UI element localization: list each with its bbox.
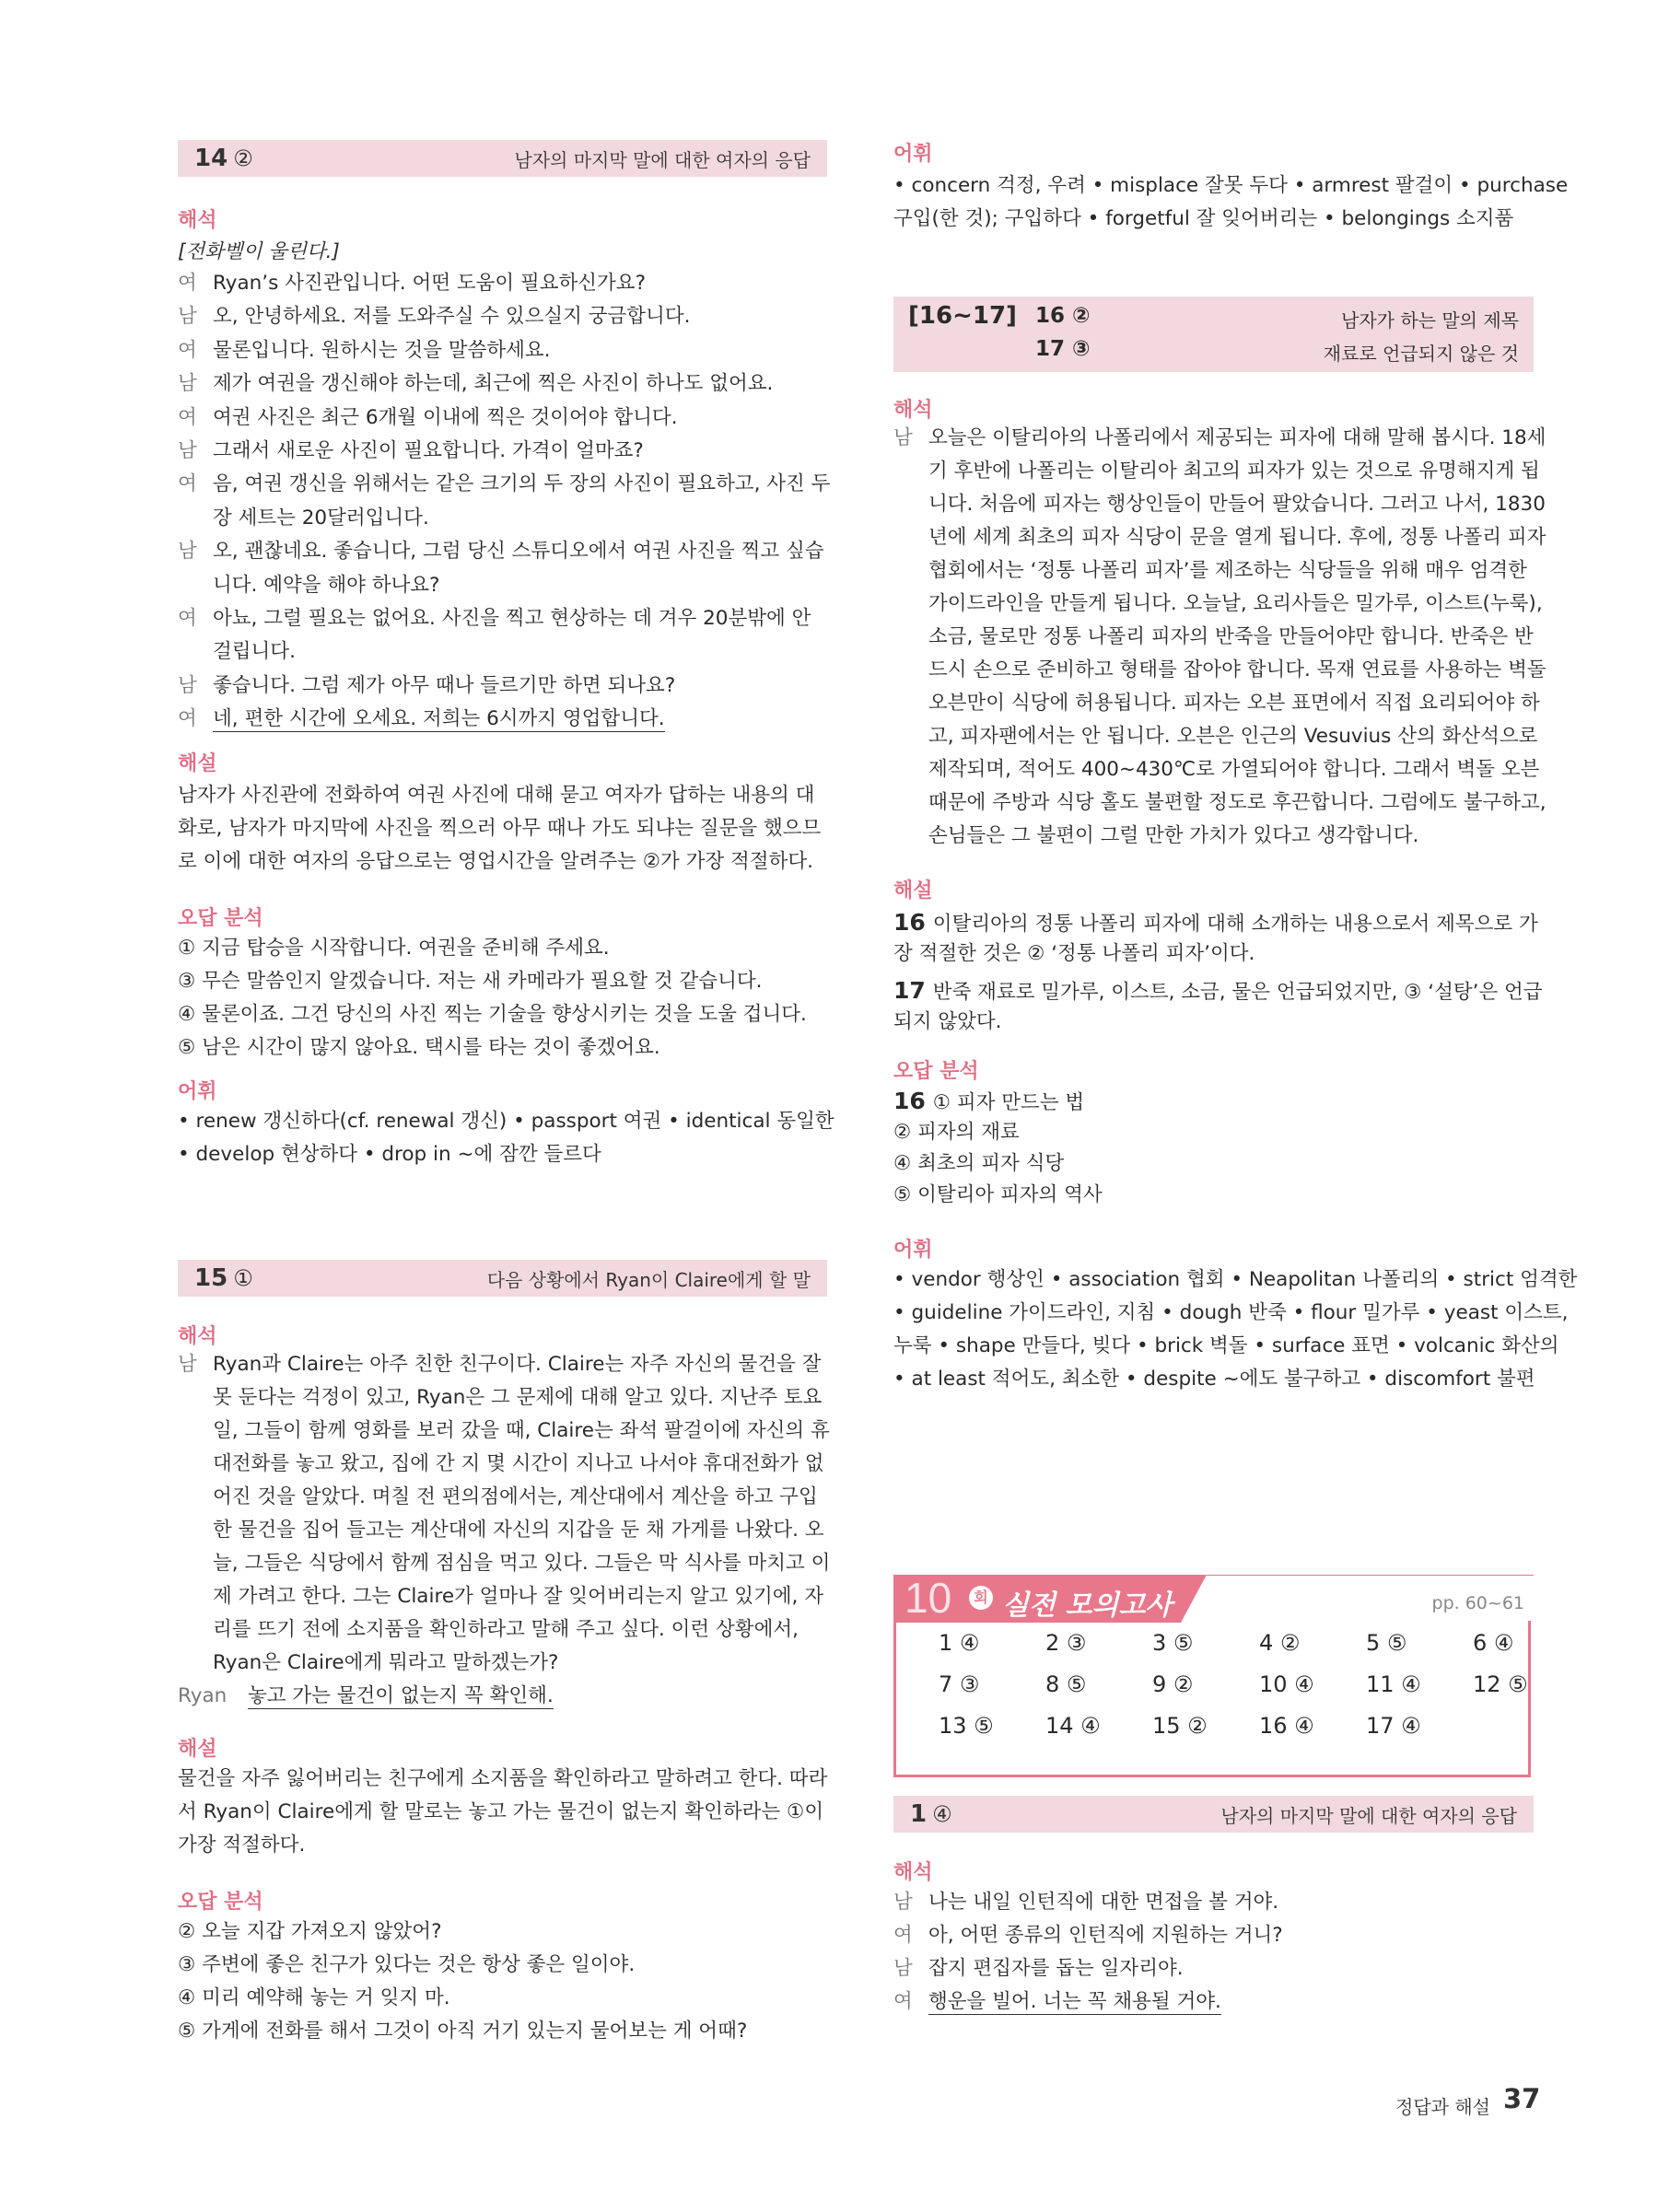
exam10-title: 실전 모의고사 (1002, 1589, 1173, 1622)
q16-17-header (893, 297, 1534, 372)
exam10-answer: 4 ② (1259, 1630, 1301, 1656)
exam10-answer: 2 ③ (1045, 1630, 1087, 1656)
exam10-answer: 8 ⑤ (1045, 1671, 1087, 1697)
q16-17-vocab-line: • guideline 가이드라인, 지침 • dough 반죽 • flour 밀가루 • yeast 이스트, (893, 1301, 1569, 1324)
q17-title: 재료로 언급되지 않은 것 (1323, 343, 1519, 365)
q14-dialogue-line: 음, 여권 갱신을 위해서는 같은 크기의 두 장의 사진이 필요하고, 사진 두 (213, 472, 831, 496)
footer-label: 정답과 해설 (1395, 2096, 1490, 2118)
q15-narration-line: 제 가려고 한다. 그는 Claire가 얼마나 잘 잊어버리는지 알고 있기에, 자 (213, 1585, 823, 1608)
q15-explain-label: 해설 (178, 1738, 217, 1761)
q15-narration-line: 어진 것을 알았다. 며칠 전 편의점에서는, 계산대에서 계산을 하고 구입 (213, 1485, 818, 1508)
q14-explain-line: 남자가 사진관에 전화하여 여권 사진에 대해 묻고 여자가 답하는 내용의 대 (178, 784, 815, 807)
q14-script-label: 해석 (178, 209, 217, 232)
q14-wrong-label: 오답 분석 (178, 907, 263, 930)
q14-dialogue-line: 오, 안녕하세요. 저를 도와주실 수 있으실지 궁금합니다. (213, 305, 691, 329)
q14-explain-line: 화로, 남자가 마지막에 사진을 찍으러 아무 때나 가도 되냐는 질문을 했으므 (178, 817, 822, 840)
q1-dialogue-speaker: 남 (893, 1891, 913, 1914)
q15-script-label: 해석 (178, 1325, 217, 1348)
q16-17-script-line: 니다. 처음에 피자는 행상인들이 만들어 팔았습니다. 그러고 나서, 1830 (928, 493, 1546, 516)
q14-dialogue-line: 니다. 예약을 해야 하나요? (213, 573, 440, 597)
q15-narration-line: 리를 뜨기 전에 소지품을 확인하라고 말해 주고 싶다. 이런 상황에서, (213, 1618, 799, 1641)
q1-number: 1 ④ (910, 1800, 952, 1828)
q16-17-vocab-line: • vendor 행상인 • association 협회 • Neapolitan 나폴리의 • strict 엄격한 (893, 1268, 1578, 1291)
q16-17-script-line: 고, 피자팬에서는 안 됩니다. 오븐은 인근의 Vesuvius 산의 화산석으로 (928, 725, 1538, 748)
q15-narration-line: Ryan과 Claire는 아주 친한 친구이다. Claire는 자주 자신의 물건을 잘 (213, 1353, 822, 1376)
q14-dialogue-speaker: 여 (178, 707, 197, 731)
q16-17-vocab-label: 어휘 (893, 1239, 933, 1262)
q15-explain-line: 가장 적절하다. (178, 1834, 306, 1857)
exam10-answer: 10 ④ (1259, 1671, 1314, 1697)
q15-answer-line: 놓고 가는 물건이 없는지 꼭 확인해. (248, 1684, 554, 1707)
q16-17-script-line: 협회에서는 ‘정통 나폴리 피자’를 제조하는 식당들을 위해 매우 엄격한 (928, 559, 1527, 582)
q16-17-script-line: 제작되며, 적어도 400~430℃로 가열되어야 합니다. 그래서 벽돌 오븐 (928, 758, 1540, 781)
exam10-answer: 7 ③ (939, 1671, 980, 1697)
q16-17-explain-label: 해설 (893, 879, 933, 902)
q15-number: 15 ① (194, 1264, 253, 1292)
q14-dialogue-speaker: 남 (178, 673, 197, 697)
q14-dialogue-line: 네, 편한 시간에 오세요. 저희는 6시까지 영업합니다. (213, 707, 665, 731)
q14-wrong-line: ③ 무슨 말씀인지 알겠습니다. 저는 새 카메라가 필요할 것 같습니다. (178, 970, 763, 993)
q14-header (178, 140, 827, 177)
q1-dialogue-line: 행운을 빌어. 너는 꼭 채용될 거야. (928, 1990, 1221, 2013)
q15-answer-speaker: Ryan (178, 1684, 228, 1707)
exam10-answer: 11 ④ (1366, 1671, 1421, 1697)
q16-17-speaker: 남 (893, 426, 913, 449)
q14-explain-label: 해설 (178, 752, 217, 775)
q17-explain-line-1: 17 반죽 재료로 밀가루, 이스트, 소금, 물은 언급되었지만, ③ ‘설탕’은 언급 (893, 977, 1543, 1004)
q16-explain-line-1: 16 이탈리아의 정통 나폴리 피자에 대해 소개하는 내용으로서 제목으로 가 (893, 909, 1538, 936)
q14-dialogue-speaker: 여 (178, 272, 197, 295)
q15-narration-speaker: 남 (178, 1353, 197, 1376)
q14-dialogue-line: 여권 사진은 최근 6개월 이내에 찍은 것이어야 합니다. (213, 405, 678, 429)
q15-vocab-label: 어휘 (893, 143, 933, 166)
q14-dialogue-line: 장 세트는 20달러입니다. (213, 506, 429, 530)
exam10-hoe-badge: 회 (969, 1586, 993, 1610)
q14-dialogue-line: Ryan’s 사진관입니다. 어떤 도움이 필요하신가요? (213, 272, 646, 295)
q14-dialogue-line: 걸립니다. (213, 640, 296, 664)
q15-header (178, 1260, 827, 1297)
q14-dialogue-speaker: 남 (178, 372, 197, 396)
exam10-number: 10 (905, 1574, 952, 1622)
q15-wrong-line: ④ 미리 예약해 놓는 거 잊지 마. (178, 1986, 450, 2009)
q14-dialogue-line: 좋습니다. 그럼 제가 아무 때나 들르기만 하면 되나요? (213, 673, 676, 697)
q14-dialogue-line: 제가 여권을 갱신해야 하는데, 최근에 찍은 사진이 하나도 없어요. (213, 372, 774, 396)
q14-stage: [전화벨이 울린다.] (178, 240, 340, 263)
q16-title: 남자가 하는 말의 제목 (1341, 309, 1519, 332)
q16-17-range: [16~17] (908, 302, 1017, 330)
q16-17-script-line: 기 후반에 나폴리는 이탈리아 최고의 피자가 있는 것으로 유명해지게 됩 (928, 460, 1540, 483)
q1-dialogue-speaker: 남 (893, 1957, 913, 1980)
q16-17-vocab-line: • at least 적어도, 최소한 • despite ~에도 불구하고 • discomfort 불편 (893, 1368, 1535, 1391)
q16-17-script-line: 오븐만이 식당에 허용됩니다. 피자는 오븐 표면에서 직접 요리되어야 하 (928, 692, 1540, 715)
exam10-answer: 13 ⑤ (939, 1713, 994, 1739)
q16-17-script-label: 해석 (893, 399, 933, 422)
q14-dialogue-speaker: 남 (178, 439, 197, 462)
q1-dialogue-line: 아, 어떤 종류의 인턴직에 지원하는 거니? (928, 1924, 1283, 1947)
q14-explain-line: 로 이에 대한 여자의 응답으로는 영업시간을 알려주는 ②가 가장 적절하다. (178, 850, 813, 873)
exam10-section (893, 1575, 1534, 1787)
q15-wrong-line: ⑤ 가게에 전화를 해서 그것이 아직 거기 있는지 물어보는 게 어때? (178, 2020, 748, 2043)
exam10-answer: 16 ④ (1259, 1713, 1314, 1739)
q1-dialogue-line: 잡지 편집자를 돕는 일자리야. (928, 1957, 1184, 1980)
q14-dialogue-line: 물론입니다. 원하시는 것을 말씀하세요. (213, 338, 551, 362)
q16-17-vocab-line: 누룩 • shape 만들다, 빚다 • brick 벽돌 • surface 표면 • volcanic 화산의 (893, 1334, 1559, 1357)
exam10-answer: 12 ⑤ (1473, 1671, 1528, 1697)
q16-answer: 16 ② (1035, 304, 1091, 328)
q15-explain-line: 물건을 자주 잃어버리는 친구에게 소지품을 확인하라고 말하려고 한다. 따라 (178, 1767, 828, 1790)
q15-narration-line: 대전화를 놓고 왔고, 집에 간 지 몇 시간이 지나고 나서야 휴대전화가 없 (213, 1452, 824, 1475)
q14-dialogue-speaker: 여 (178, 338, 197, 362)
exam10-answer: 3 ⑤ (1152, 1630, 1194, 1656)
q14-wrong-line: ⑤ 남은 시간이 많지 않아요. 택시를 타는 것이 좋겠어요. (178, 1036, 660, 1059)
q16-17-script-line: 소금, 물로만 정통 나폴리 피자의 반죽을 만들어야만 합니다. 반죽은 반 (928, 625, 1534, 648)
q15-wrong-line: ③ 주변에 좋은 친구가 있다는 것은 항상 좋은 일이야. (178, 1953, 636, 1976)
exam10-answer: 5 ⑤ (1366, 1630, 1407, 1656)
q1-dialogue-line: 나는 내일 인턴직에 대한 면접을 볼 거야. (928, 1891, 1279, 1914)
q1-script-label: 해석 (893, 1861, 933, 1884)
q1-dialogue-speaker: 여 (893, 1924, 913, 1947)
q15-narration-line: 못 둔다는 걱정이 있고, Ryan은 그 문제에 대해 알고 있다. 지난주 토요 (213, 1386, 823, 1409)
q15-wrong-line: ② 오늘 지갑 가져오지 않았어? (178, 1920, 442, 1943)
q15-explain-line: 서 Ryan이 Claire에게 할 말로는 놓고 가는 물건이 없는지 확인하라는 ①이 (178, 1800, 824, 1823)
q16-17-wrong-label: 오답 분석 (893, 1060, 979, 1083)
q14-number: 14 ② (194, 145, 253, 172)
q14-dialogue-speaker: 여 (178, 472, 197, 496)
q16-17-script-line: 년에 세계 최초의 피자 식당이 문을 열게 됩니다. 후에, 정통 나폴리 피자 (928, 526, 1546, 549)
exam10-answer: 6 ④ (1473, 1630, 1514, 1656)
q16-wrong-line-3: ④ 최초의 피자 식당 (893, 1152, 1065, 1175)
exam10-answer: 15 ② (1152, 1713, 1208, 1739)
q14-vocab-label: 어휘 (178, 1080, 217, 1103)
q16-17-script-line: 손님들은 그 불편이 그럴 만한 가치가 있다고 생각합니다. (928, 824, 1419, 847)
exam10-answer: 9 ② (1152, 1671, 1194, 1697)
q16-17-script-line: 가이드라인을 만들게 됩니다. 오늘날, 요리사들은 밀가루, 이스트(누룩), (928, 592, 1543, 615)
q14-dialogue-speaker: 남 (178, 540, 197, 564)
q17-answer: 17 ③ (1035, 337, 1091, 361)
exam10-answer: 1 ④ (939, 1630, 980, 1656)
q15-vocab-line: • concern 걱정, 우려 • misplace 잘못 두다 • armrest 팔걸이 • purchase (893, 174, 1569, 197)
q15-narration-line: 늘, 그들은 식당에서 함께 점심을 먹고 있다. 그들은 막 식사를 마치고 이 (213, 1552, 831, 1575)
q16-wrong-line-2: ② 피자의 재료 (893, 1121, 1020, 1144)
exam10-pages: pp. 60~61 (1431, 1593, 1524, 1613)
q1-title: 남자의 마지막 말에 대한 여자의 응답 (1220, 1804, 1517, 1827)
q14-vocab-line: • develop 현상하다 • drop in ~에 잠깐 들르다 (178, 1143, 601, 1166)
q15-title: 다음 상황에서 Ryan이 Claire에게 할 말 (486, 1268, 811, 1291)
q14-wrong-line: ① 지금 탑승을 시작합니다. 여권을 준비해 주세요. (178, 937, 610, 960)
q16-explain-line-2: 장 적절한 것은 ② ‘정통 나폴리 피자’이다. (893, 942, 1255, 965)
q15-narration-line: Ryan은 Claire에게 뭐라고 말하겠는가? (213, 1651, 559, 1674)
q16-wrong-line-1: 16 ① 피자 만드는 법 (893, 1088, 1085, 1114)
q14-dialogue-speaker: 여 (178, 607, 197, 630)
q15-wrong-label: 오답 분석 (178, 1891, 263, 1914)
q15-narration-line: 일, 그들이 함께 영화를 보러 갔을 때, Claire는 좌석 팔걸이에 자신의 휴 (213, 1419, 830, 1442)
q14-dialogue-line: 아뇨, 그럴 필요는 없어요. 사진을 찍고 현상하는 데 겨우 20분밖에 안 (213, 607, 811, 630)
q1-dialogue-speaker: 여 (893, 1990, 913, 2013)
q16-17-script-line: 오늘은 이탈리아의 나폴리에서 제공되는 피자에 대해 말해 봅시다. 18세 (928, 426, 1546, 449)
q14-dialogue-line: 오, 괜찮네요. 좋습니다, 그럼 당신 스튜디오에서 여권 사진을 찍고 싶습 (213, 540, 824, 564)
q15-vocab-line: 구입(한 것); 구입하다 • forgetful 잘 잊어버리는 • belongings 소지품 (893, 207, 1514, 230)
q16-wrong-line-4: ⑤ 이탈리아 피자의 역사 (893, 1183, 1103, 1206)
page-number: 37 (1503, 2083, 1541, 2114)
q14-dialogue-speaker: 여 (178, 405, 197, 429)
q16-17-script-line: 드시 손으로 준비하고 형태를 잡아야 합니다. 목재 연료를 사용하는 벽돌 (928, 658, 1546, 681)
q14-title: 남자의 마지막 말에 대한 여자의 응답 (514, 148, 811, 171)
q1-header (893, 1796, 1534, 1833)
q14-dialogue-line: 그래서 새로운 사진이 필요합니다. 가격이 얼마죠? (213, 439, 644, 462)
exam10-answer: 14 ④ (1045, 1713, 1101, 1739)
q14-vocab-line: • renew 갱신하다(cf. renewal 갱신) • passport 여권 • identical 동일한 (178, 1110, 834, 1133)
exam10-answer-box (893, 1621, 1531, 1777)
q15-narration-line: 한 물건을 집어 들고는 계산대에 자신의 지갑을 둔 채 가게를 나왔다. 오 (213, 1519, 824, 1542)
q14-wrong-line: ④ 물론이죠. 그건 당신의 사진 찍는 기술을 향상시키는 것을 도울 겁니다. (178, 1003, 807, 1026)
q16-17-script-line: 때문에 주방과 식당 홀도 불편할 정도로 후끈합니다. 그럼에도 불구하고, (928, 791, 1546, 814)
exam10-answer: 17 ④ (1366, 1713, 1421, 1739)
q17-explain-line-2: 되지 않았다. (893, 1010, 1002, 1033)
q14-dialogue-speaker: 남 (178, 305, 197, 329)
